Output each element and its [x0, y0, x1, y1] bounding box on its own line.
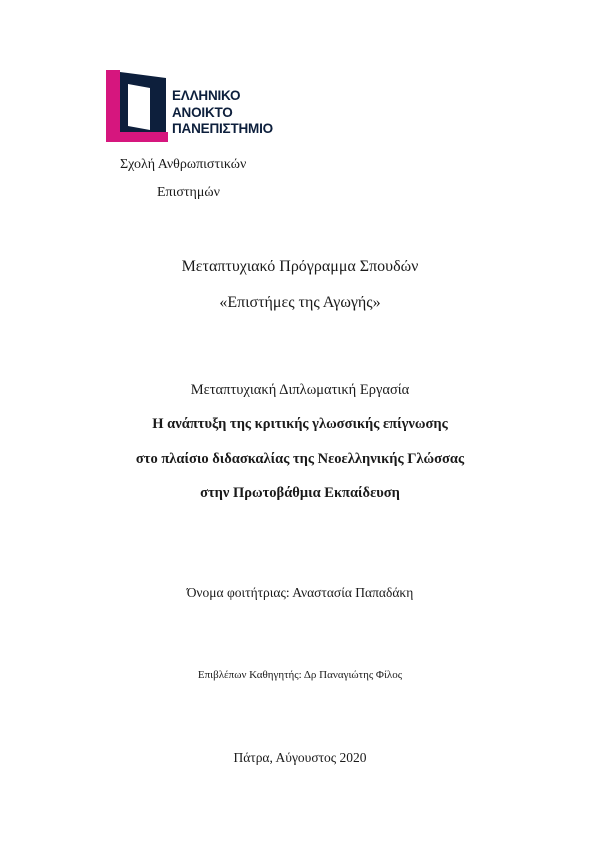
- supervisor-name: Επιβλέπων Καθηγητής: Δρ Παναγιώτης Φίλος: [197, 669, 403, 681]
- student-name: Όνομα φοιτήτριας: Αναστασία Παπαδάκη: [186, 585, 414, 600]
- logo-line-2: ΑΝΟΙΚΤΟ: [172, 104, 233, 120]
- program-subtitle: «Επιστήμες της Αγωγής»: [219, 294, 381, 311]
- school-name-line-2: Επιστημών: [157, 185, 220, 200]
- logo-wordmark: [172, 88, 273, 138]
- program-name: Μεταπτυχιακό Πρόγραμμα Σπουδών: [181, 258, 419, 275]
- university-logo-mark-icon: [106, 70, 168, 142]
- place-date: Πάτρα, Αύγουστος 2020: [233, 750, 367, 765]
- thesis-title-line-3: στην Πρωτοβάθμια Εκπαίδευση: [200, 485, 400, 501]
- school-name-line-1: Σχολή Ανθρωπιστικών: [120, 157, 247, 172]
- thesis-type: Μεταπτυχιακή Διπλωματική Εργασία: [190, 382, 410, 398]
- thesis-title-line-1: Η ανάπτυξη της κριτικής γλωσσικής επίγνωσης: [152, 416, 448, 432]
- logo-line-3: ΠΑΝΕΠΙΣΤΗΜΙΟ: [172, 121, 273, 136]
- university-logo: [106, 70, 296, 142]
- thesis-title-line-2: στο πλαίσιο διδασκαλίας της Νεοελληνικής Γλώσσας: [135, 451, 465, 467]
- logo-line-1: ΕΛΛΗΝΙΚΟ: [172, 88, 241, 103]
